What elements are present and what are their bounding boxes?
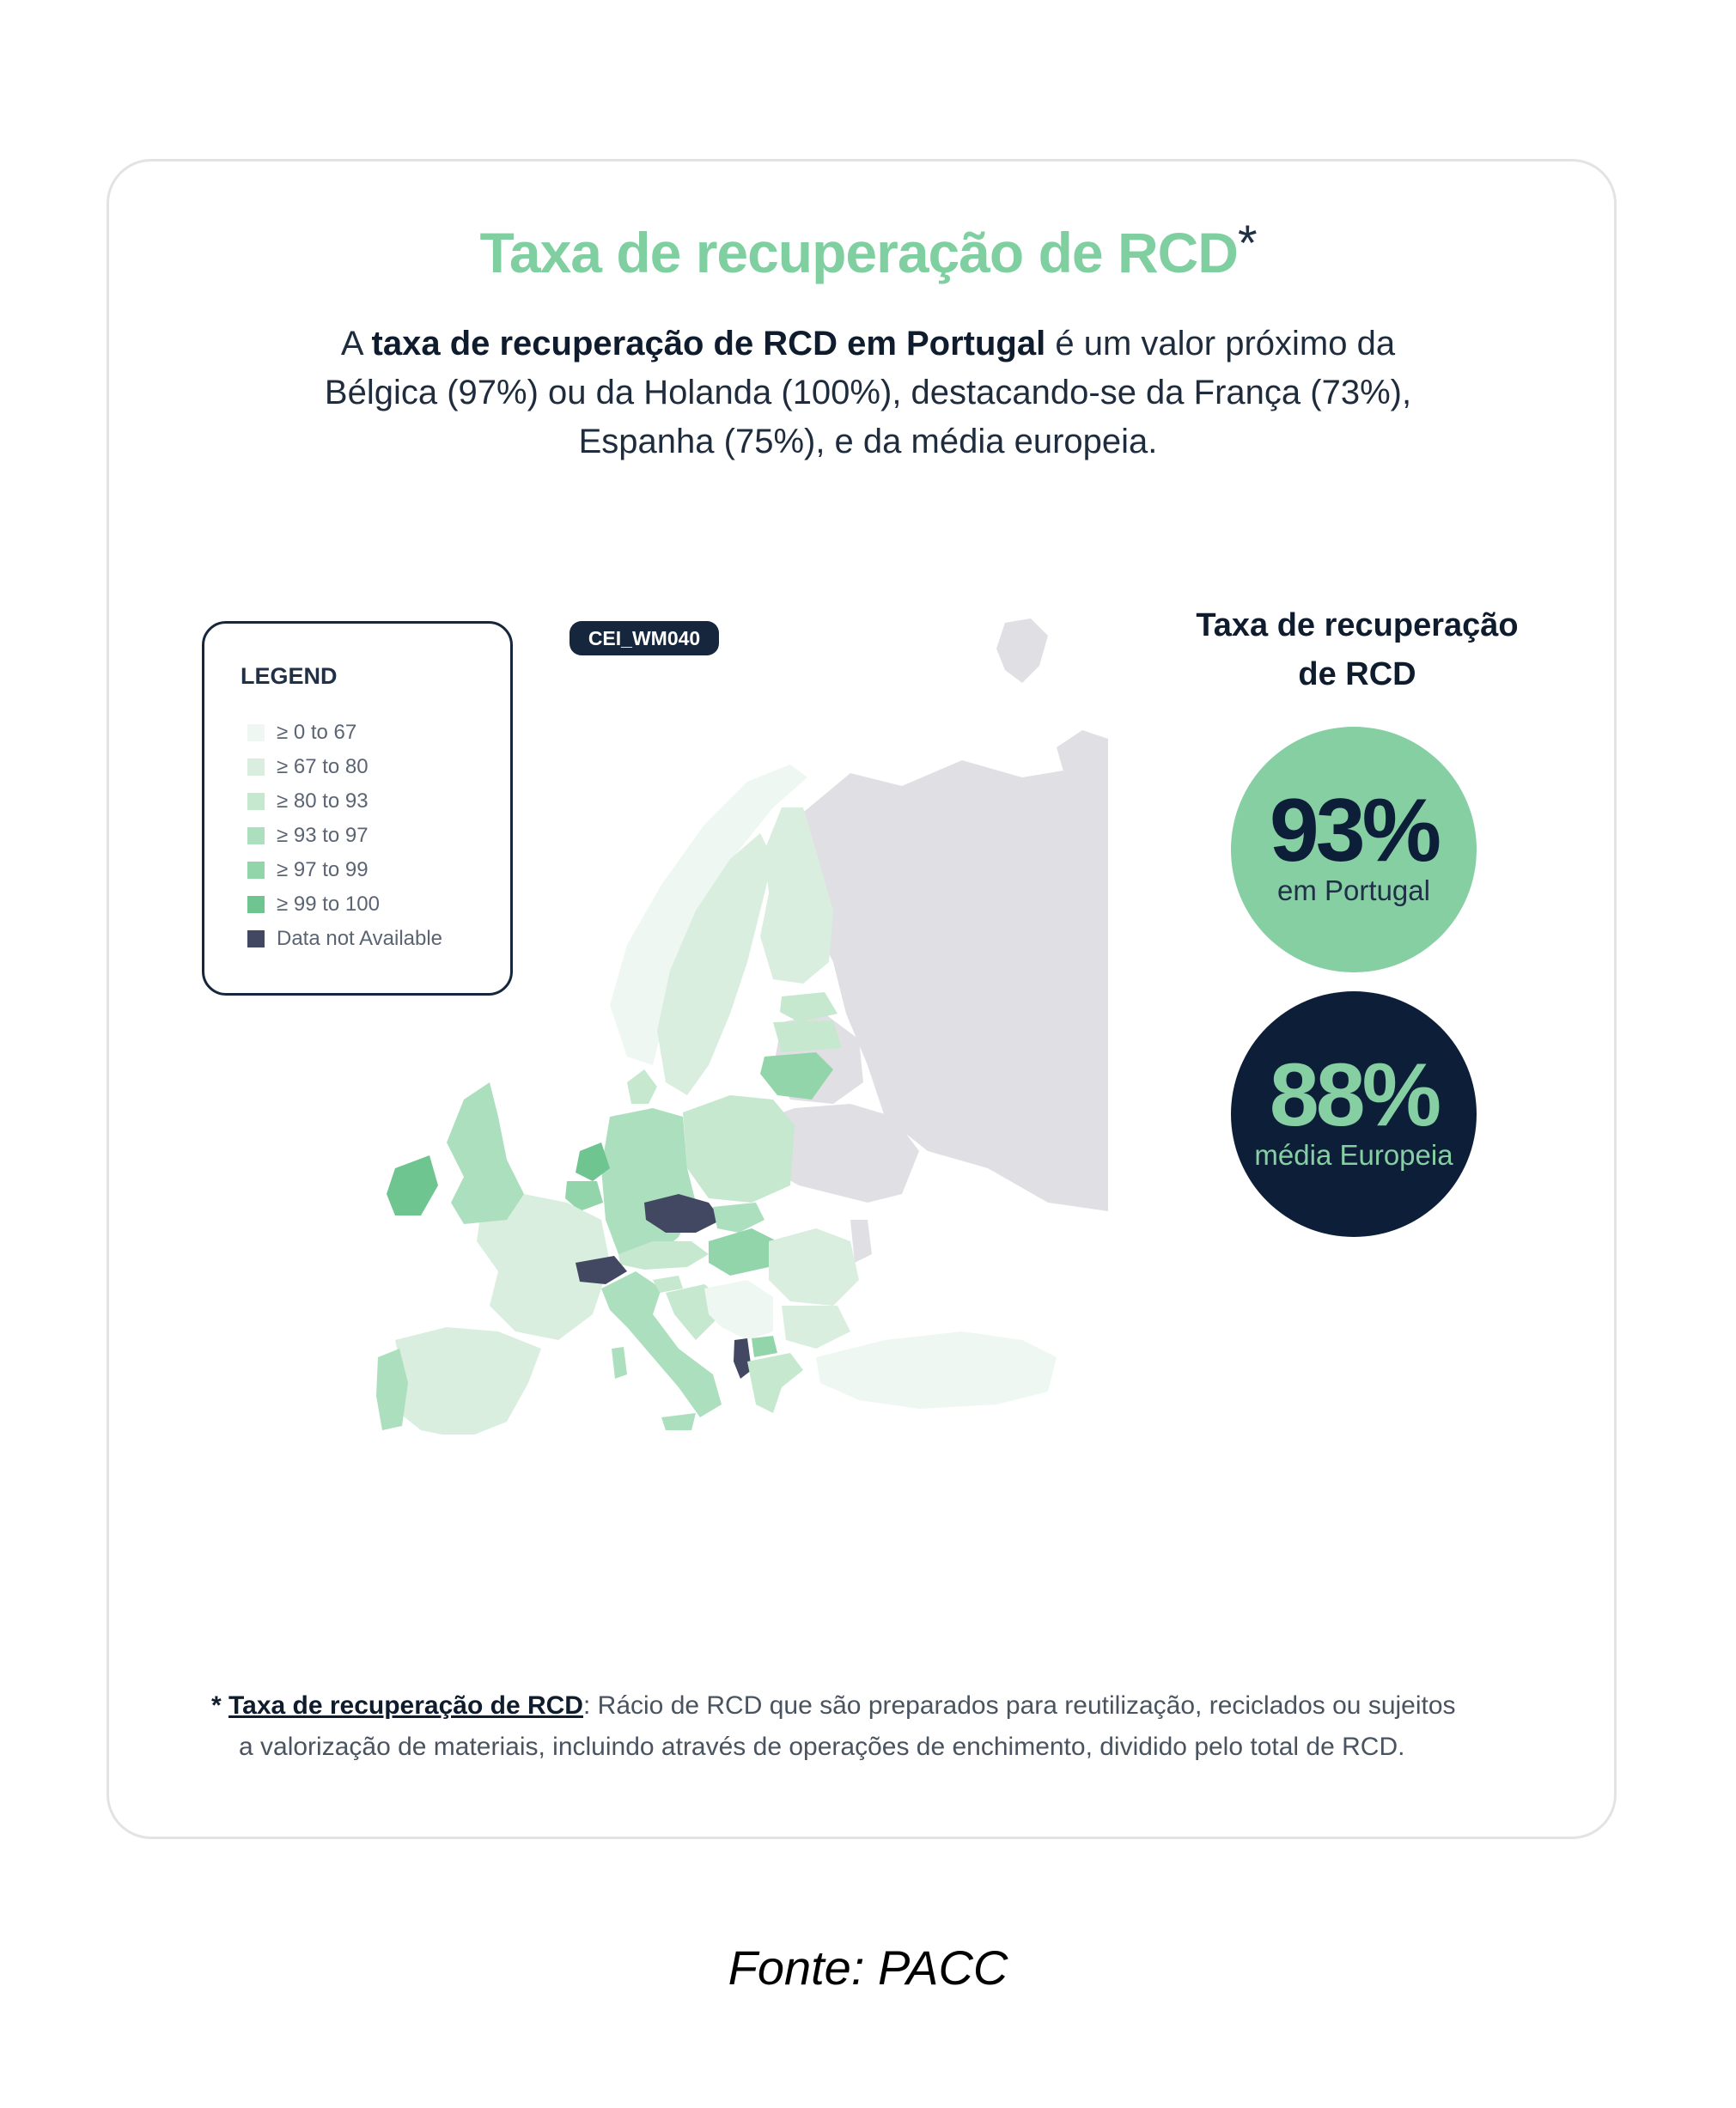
legend-item (247, 754, 369, 780)
macedonia-region (752, 1336, 777, 1357)
legend-label: ≥ 99 to 100 (277, 893, 380, 916)
legend-item (247, 789, 369, 814)
slovakia-region (713, 1203, 764, 1233)
legend-swatch (247, 930, 265, 947)
germany-region (601, 1108, 696, 1258)
legend-label: ≥ 0 to 67 (277, 721, 357, 744)
intro-rest: é um valor próximo da Bélgica (97%) ou da Holanda (100%), destacando-se da França (73%), Espanha (75%), e da média europeia. (324, 325, 1412, 460)
legend-title: LEGEND (241, 663, 338, 689)
title-text: Taxa de recuperação de RCD (479, 221, 1238, 284)
footnote (211, 1685, 1526, 1768)
stats-title-line2: de RCD (1298, 656, 1416, 692)
footnote-marker: * (211, 1691, 222, 1720)
svalbard-region (996, 618, 1048, 683)
legend-swatch (247, 724, 265, 741)
legend-swatch (247, 827, 265, 844)
legend-item (247, 823, 369, 849)
stats-title-line1: Taxa de recuperação (1196, 607, 1519, 643)
legend-item (247, 720, 356, 746)
portugal-rate-value: 93% (1269, 781, 1439, 880)
romania-region (769, 1228, 859, 1306)
footnote-definition-1: : Rácio de RCD que são preparados para reutilização, reciclados ou sujeitos (582, 1691, 1456, 1720)
bulgaria-region (782, 1306, 850, 1349)
map-code-badge: CEI_WM040 (570, 621, 719, 655)
legend-item (247, 892, 380, 917)
legend-label: ≥ 67 to 80 (277, 755, 369, 778)
denmark-region (627, 1069, 657, 1104)
legend-swatch (247, 896, 265, 913)
hungary-region (709, 1228, 777, 1276)
intro-bold: taxa de recuperação de RCD em Portugal (371, 325, 1046, 363)
eu-rate-value: 88% (1269, 1045, 1439, 1145)
ireland-region (387, 1155, 438, 1215)
latvia-region (773, 1020, 842, 1052)
legend-swatch (247, 793, 265, 810)
eu-rate-label: média Europeia (1254, 1139, 1453, 1171)
intro-lead: A (340, 325, 372, 363)
footnote-term: Taxa de recuperação de RCD (228, 1691, 583, 1720)
spain-region (395, 1327, 541, 1435)
balkans-region (704, 1280, 773, 1340)
legend-label: ≥ 80 to 93 (277, 789, 369, 813)
legend-swatch (247, 759, 265, 776)
page-title (0, 215, 1736, 285)
greece-region (747, 1353, 803, 1413)
sardinia-region (612, 1347, 627, 1379)
legend-item (247, 926, 442, 952)
source-caption: Fonte: PACC (728, 1940, 1008, 1995)
stats-title (1168, 601, 1546, 699)
poland-region (683, 1095, 795, 1203)
legend-label: ≥ 97 to 99 (277, 858, 369, 881)
map-legend (202, 621, 513, 996)
albania-region (734, 1338, 752, 1379)
title-asterisk: * (1237, 216, 1257, 271)
legend-label: Data not Available (277, 927, 443, 950)
legend-item (247, 857, 369, 883)
intro-paragraph (283, 320, 1453, 466)
legend-swatch (247, 862, 265, 879)
uk-region (447, 1082, 524, 1224)
footnote-definition-2: a valorização de materiais, incluindo através de operações de enchimento, dividido pelo total de RCD. (239, 1733, 1405, 1761)
sicily-region (661, 1413, 696, 1430)
portugal-rate-label: em Portugal (1277, 874, 1430, 906)
eu-stat-circle (1231, 991, 1477, 1237)
portugal-stat-circle (1231, 727, 1477, 972)
legend-label: ≥ 93 to 97 (277, 824, 369, 847)
turkey-region (816, 1331, 1057, 1409)
